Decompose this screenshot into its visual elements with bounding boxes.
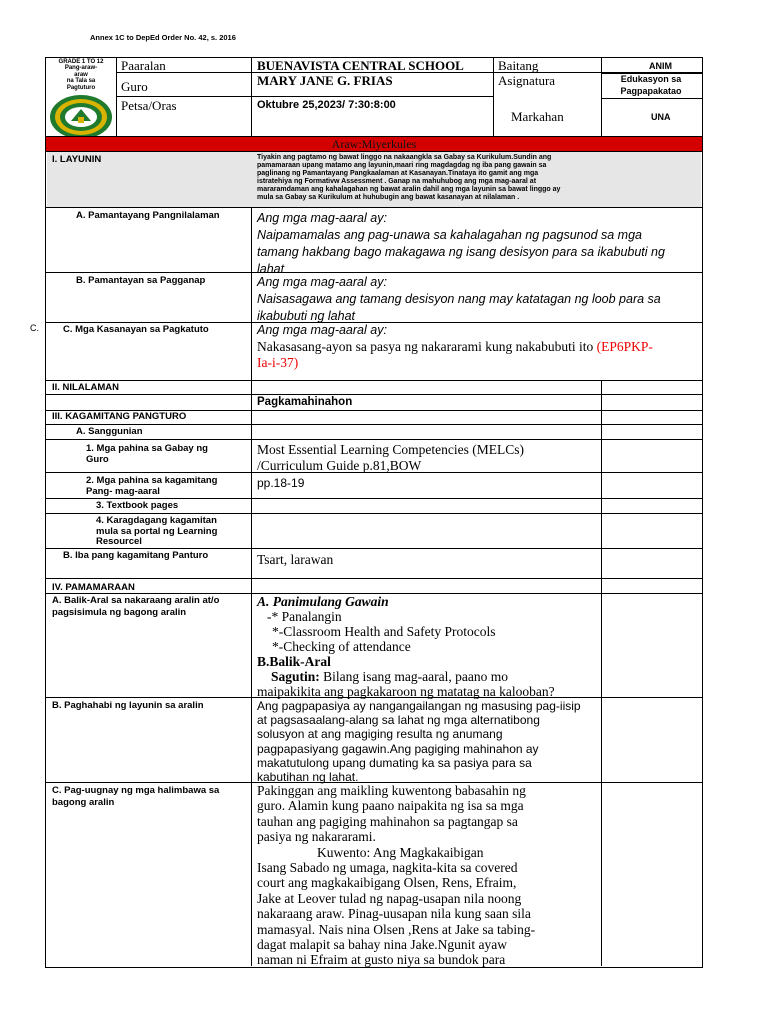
kagamitang-pahina-value: pp.18-19 [257,476,305,490]
pagganap-label: B. Pamantayan sa Pagganap [76,275,206,286]
markahan-value: UNA [651,112,671,122]
kasanayan-text: Nakasasang-ayon sa pasya ng nakararami kung nakabubuti ito (EP6PKP- [257,339,653,354]
asignatura-label: Asignatura [498,73,556,88]
gabay-label: 1. Mga pahina sa Gabay ng Guro [86,443,208,465]
paaralan-label: Paaralan [121,58,166,73]
left-margin-marker: C. [30,323,39,333]
panimulang-gawain: A. Panimulang Gawain -* Panalangin *-Classroom Health and Safety Protocols *-Checking of attendance B.Balik-Aral Sagutin: Bilang isang mag-aaral, paano mo maipakikita ang pagkakaroon ng matatag na kalooban? [257,594,555,699]
pag-uugnay-label: C. Pag-uugnay ng mga halimbawa sa bagong aralin [52,785,220,808]
pangnilalaman-text: Ang mga mag-aaral ay: Naipamamalas ang pag-unawa sa kahalagahan ng pagsunod sa mga tamang hakbang bago makagawa ng isang desisyon para sa ikabubuti ng lahat [257,211,665,276]
kagamitan-label: III. KAGAMITANG PANGTURO [52,411,187,422]
markahan-label: Markahan [511,109,564,124]
lesson-plan-table [45,57,703,968]
iba-kagamitan-value: Tsart, larawan [257,552,334,567]
kagamitang-pahina-label: 2. Mga pahina sa kagamitang Pang- mag-aaral [86,475,218,497]
competency-code: (EP6PKP- [596,339,653,354]
day-bar [46,137,702,151]
baitang-label: Baitang [498,58,539,73]
pamamaraan-label: IV. PAMAMARAAN [52,582,135,593]
pag-uugnay-text: Pakinggan ang maikling kuwentong babasahin ng guro. Alamin kung paano naipakita ng isa sa mga tauhan ang pagiging mahinahon sa pagtangap sa pasiya ng nakararami. Kuwento: Ang Magkakaibigan Isang Sabado ng umaga, nagkita-kita sa covered court ang magkakaibigang Olsen, Rens, Efraim, Jake at Leover tulad ng napag-usapan nila noong nakaraang araw. Pinag-uusapan nila kung saan sila mamasyal. Nais nina Olsen ,Rens at Jake sa tabing- dagat malapit sa bahay nina Jake.Ngunit ayaw naman ni Efraim at gusto niya sa bundok para [257,783,536,968]
karagdagang-label: 4. Karagdagang kagamitan mula sa portal ng Learning Resourcel [96,515,218,547]
pagganap-text: Ang mga mag-aaral ay: Naisasagawa ang tamang desisyon nang may katatagan ng loob para sa ikabubuti ng lahat [257,275,661,323]
day-label: Araw:Miyerkules [331,137,417,151]
paghahabi-text: Ang pagpapasiya ay nangangailangan ng masusing pag-iisip at pagsasaalang-alang sa lahat ng mga alternatibong solusyon at ang magiging resulta ng anumang pagpapasiyang gagawin.Ang pagiging mahinahon ay makatutulong upang dumating ka sa pasiya para sa kabutihan ng lahat. [257,699,581,785]
balik-aral-label: A. Balik-Aral sa nakaraang aralin at/o pagsisimula ng bagong aralin [52,595,220,618]
nilalaman-value: Pagkamahinahon [257,396,353,408]
guro-label: Guro [121,79,148,94]
annex-reference: Annex 1C to DepEd Order No. 42, s. 2016 [90,33,236,42]
school-name: BUENAVISTA CENTRAL SCHOOL [257,58,464,73]
date-time: Oktubre 25,2023/ 7:30:8:00 [257,99,396,111]
kasanayan-label: C. Mga Kasanayan sa Pagkatuto [63,324,209,335]
baitang-value: ANIM [649,61,672,71]
petsa-label: Petsa/Oras [121,98,177,113]
school-seal-logo [49,93,114,141]
story-title: Kuwento: Ang Magkakaibigan [317,844,484,860]
paghahabi-label: B. Paghahabi ng layunin sa aralin [52,700,204,711]
layunin-label: I. LAYUNIN [52,154,102,165]
iba-kagamitan-label: B. Iba pang kagamitang Panturo [63,550,209,561]
competency-code-2: Ia-i-37) [257,355,299,370]
grade-box: GRADE 1 TO 12 Pang-araw-araw na Tala sa Pagtuturo [58,59,104,91]
teacher-name: MARY JANE G. FRIAS [257,73,393,88]
asignatura-value: Edukasyon sa Pagpapakatao [620,74,682,96]
layunin-text: Tiyakin ang pagtamo ng bawat linggo na nakaangkla sa Gabay sa Kurikulum.Sundin ang pamamaraan upang matamo ang layunin,maari ring magdagdag ng iba pang gawain sa paglinang ng Pamantayang Pangkaalaman at Kasanayan.Tinataya ito gamit ang mga istratehiya ng Formativw Assessment . Ganap na mahuhubog ang mga mag-aaral at mararamdaman ang kahalagahan ng bawat aralin dahil ang mga layunin sa bawat linggo ay mula sa Gabay sa Kurikulum at huhubugin ang bawat kasanayan at nilalaman . [257,154,561,202]
nilalaman-label: II. NILALAMAN [52,382,120,393]
pangnilalaman-label: A. Pamantayang Pangnilalaman [76,210,220,221]
gabay-value: Most Essential Learning Competencies (MELCs) /Curriculum Guide p.81,BOW [257,442,524,473]
textbook-label: 3. Textbook pages [96,500,179,511]
kasanayan-intro: Ang mga mag-aaral ay: [257,323,387,337]
sanggunian-label: A. Sanggunian [76,426,143,437]
